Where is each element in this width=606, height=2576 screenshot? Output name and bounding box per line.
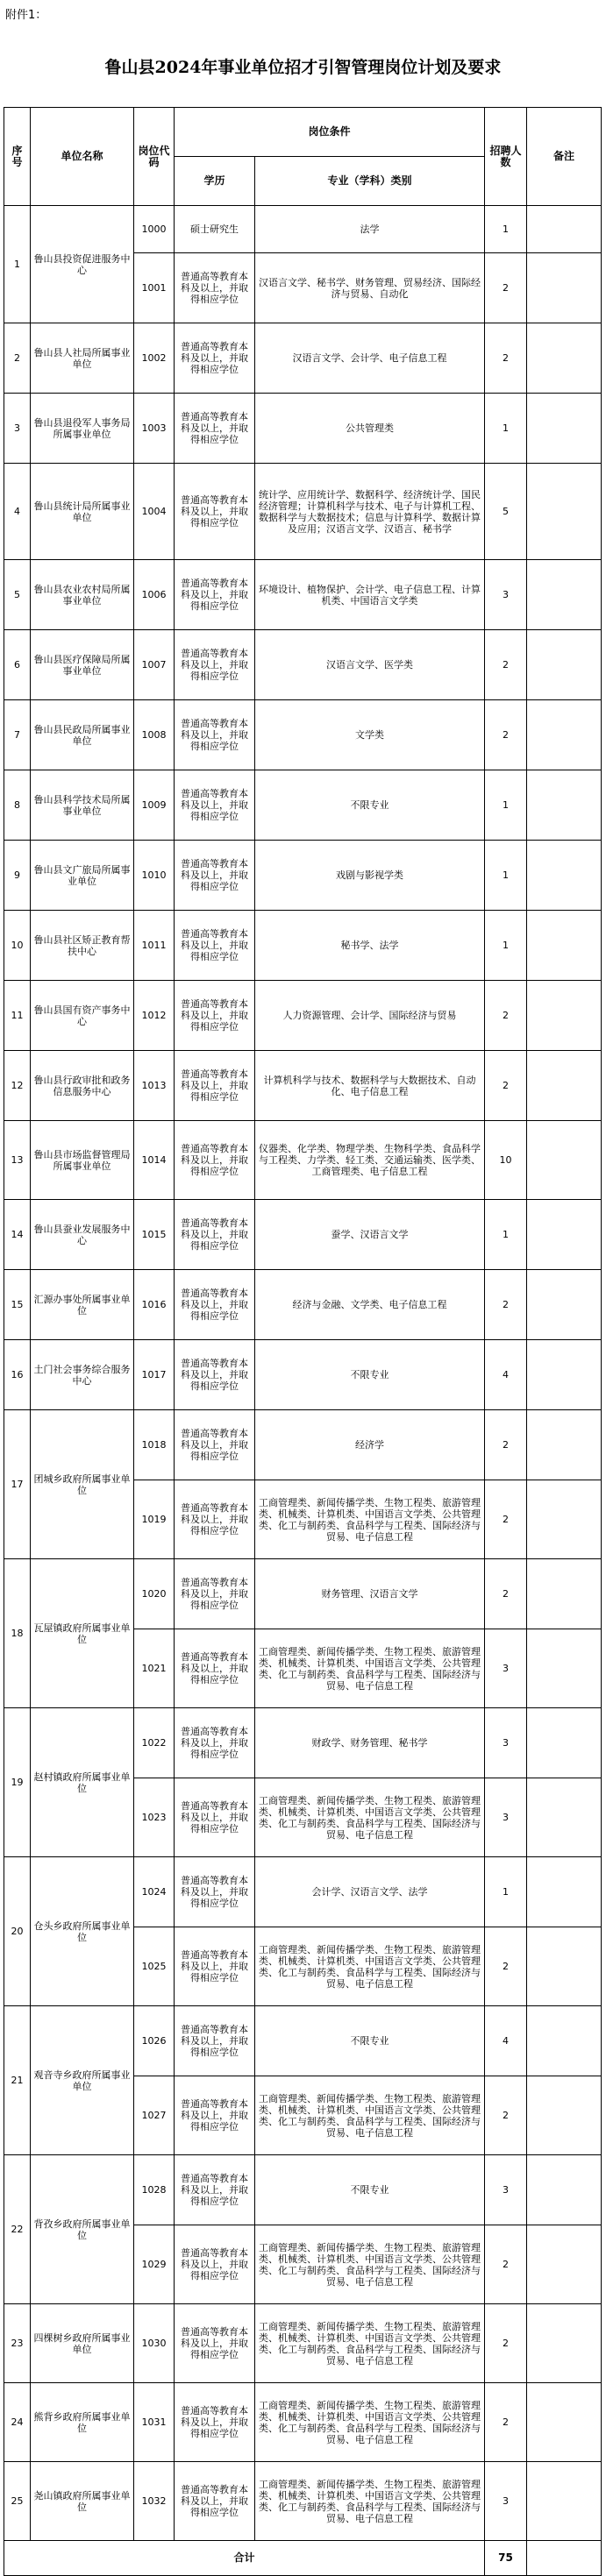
hire-count-cell: 2 <box>485 2076 527 2155</box>
table-row <box>4 323 602 394</box>
position-code-cell: 1029 <box>134 2225 175 2304</box>
remark-cell <box>527 630 602 700</box>
major-cell: 工商管理类、新闻传播学类、生物工程类、旅游管理类、机械类、计算机类、中国语言文学类、公共管理类、化工与制药类、食品科学与工程类、国际经济与贸易、电子信息工程 <box>255 1629 485 1708</box>
education-cell: 普通高等教育本科及以上，并取得相应学位 <box>175 770 255 841</box>
position-code-cell: 1023 <box>134 1778 175 1857</box>
unit-name-cell: 熊背乡政府所属事业单位 <box>31 2383 134 2462</box>
seq-cell: 25 <box>4 2462 31 2541</box>
major-cell: 工商管理类、新闻传播学类、生物工程类、旅游管理类、机械类、计算机类、中国语言文学类、公共管理类、化工与制药类、食品科学与工程类、国际经济与贸易、电子信息工程 <box>255 2225 485 2304</box>
seq-cell: 11 <box>4 981 31 1051</box>
hire-count-cell: 2 <box>485 630 527 700</box>
position-code-cell: 1027 <box>134 2076 175 2155</box>
unit-name-cell: 团城乡政府所属事业单位 <box>31 1410 134 1559</box>
hire-count-cell: 2 <box>485 1927 527 2006</box>
hire-count-cell: 5 <box>485 464 527 560</box>
remark-cell <box>527 841 602 911</box>
remark-cell <box>527 2225 602 2304</box>
table-row <box>4 1200 602 1270</box>
remark-cell <box>527 323 602 394</box>
remark-cell <box>527 700 602 770</box>
page-title: 鲁山县2024年事业单位招才引智管理岗位计划及要求 <box>104 58 502 77</box>
total-count: 75 <box>485 2541 527 2576</box>
major-cell: 汉语言文学、医学类 <box>255 630 485 700</box>
remark-cell <box>527 1270 602 1340</box>
hire-count-cell: 2 <box>485 1270 527 1340</box>
unit-name-cell: 赵村镇政府所属事业单位 <box>31 1708 134 1857</box>
major-cell: 统计学、应用统计学、数据科学、经济统计学、国民经济管理；计算机科学与技术、电子与计算机工程、数据科学与大数据技术；信息与计算科学、数据计算及应用；汉语言文学、汉语言、秘书学 <box>255 464 485 560</box>
unit-name-cell: 瓦屋镇政府所属事业单位 <box>31 1559 134 1708</box>
unit-name-cell: 尧山镇政府所属事业单位 <box>31 2462 134 2541</box>
remark-cell <box>527 2304 602 2383</box>
position-code-cell: 1011 <box>134 911 175 981</box>
seq-cell: 5 <box>4 560 31 630</box>
hire-count-cell: 3 <box>485 2462 527 2541</box>
hire-count-cell: 1 <box>485 841 527 911</box>
hire-count-cell: 2 <box>485 2383 527 2462</box>
header-seq: 序号 <box>4 108 31 206</box>
position-code-cell: 1003 <box>134 394 175 464</box>
header-code: 岗位代码 <box>134 108 175 206</box>
position-code-cell: 1001 <box>134 253 175 323</box>
position-code-cell: 1030 <box>134 2304 175 2383</box>
table-row <box>4 981 602 1051</box>
remark-cell <box>527 1200 602 1270</box>
total-label: 合计 <box>4 2541 485 2576</box>
remark-cell <box>527 770 602 841</box>
hire-count-cell: 3 <box>485 1629 527 1708</box>
table-row <box>4 1857 602 1927</box>
remark-cell <box>527 253 602 323</box>
seq-cell: 15 <box>4 1270 31 1340</box>
remark-cell <box>527 2155 602 2225</box>
remark-cell <box>527 2006 602 2076</box>
education-cell: 普通高等教育本科及以上，并取得相应学位 <box>175 700 255 770</box>
hire-count-cell: 2 <box>485 2304 527 2383</box>
education-cell: 普通高等教育本科及以上，并取得相应学位 <box>175 1051 255 1121</box>
remark-cell <box>527 1629 602 1708</box>
hire-count-cell: 3 <box>485 1778 527 1857</box>
position-code-cell: 1026 <box>134 2006 175 2076</box>
table-row <box>4 1270 602 1340</box>
unit-name-cell: 观音寺乡政府所属事业单位 <box>31 2006 134 2155</box>
education-cell: 普通高等教育本科及以上，并取得相应学位 <box>175 1927 255 2006</box>
table-row <box>4 1340 602 1410</box>
education-cell: 硕士研究生 <box>175 206 255 253</box>
remark-cell <box>527 1708 602 1778</box>
major-cell: 不限专业 <box>255 2155 485 2225</box>
major-cell: 戏剧与影视学类 <box>255 841 485 911</box>
table-row <box>4 1121 602 1200</box>
major-cell: 文学类 <box>255 700 485 770</box>
position-code-cell: 1009 <box>134 770 175 841</box>
table-row <box>4 2304 602 2383</box>
major-cell: 经济学 <box>255 1410 485 1480</box>
position-code-cell: 1017 <box>134 1340 175 1410</box>
seq-cell: 4 <box>4 464 31 560</box>
unit-name-cell: 鲁山县蚕业发展服务中心 <box>31 1200 134 1270</box>
hire-count-cell: 1 <box>485 1200 527 1270</box>
hire-count-cell: 2 <box>485 700 527 770</box>
table-row <box>4 1559 602 1629</box>
seq-cell: 14 <box>4 1200 31 1270</box>
major-cell: 不限专业 <box>255 1340 485 1410</box>
remark-cell <box>527 1927 602 2006</box>
remark-cell <box>527 1480 602 1559</box>
seq-cell: 16 <box>4 1340 31 1410</box>
education-cell: 普通高等教育本科及以上，并取得相应学位 <box>175 1778 255 1857</box>
table-row <box>4 2006 602 2076</box>
table-row <box>4 630 602 700</box>
major-cell: 工商管理类、新闻传播学类、生物工程类、旅游管理类、机械类、计算机类、中国语言文学类、公共管理类、化工与制药类、食品科学与工程类、国际经济与贸易、电子信息工程 <box>255 2462 485 2541</box>
major-cell: 工商管理类、新闻传播学类、生物工程类、旅游管理类、机械类、计算机类、中国语言文学类、公共管理类、化工与制药类、食品科学与工程类、国际经济与贸易、电子信息工程 <box>255 1778 485 1857</box>
education-cell: 普通高等教育本科及以上，并取得相应学位 <box>175 1340 255 1410</box>
position-code-cell: 1018 <box>134 1410 175 1480</box>
position-code-cell: 1028 <box>134 2155 175 2225</box>
unit-name-cell: 鲁山县医疗保障局所属事业单位 <box>31 630 134 700</box>
education-cell: 普通高等教育本科及以上，并取得相应学位 <box>175 323 255 394</box>
major-cell: 财政学、财务管理、秘书学 <box>255 1708 485 1778</box>
seq-cell: 9 <box>4 841 31 911</box>
unit-name-cell: 鲁山县国有资产事务中心 <box>31 981 134 1051</box>
position-code-cell: 1031 <box>134 2383 175 2462</box>
position-code-cell: 1002 <box>134 323 175 394</box>
education-cell: 普通高等教育本科及以上，并取得相应学位 <box>175 1410 255 1480</box>
hire-count-cell: 3 <box>485 1708 527 1778</box>
unit-name-cell: 鲁山县农业农村局所属事业单位 <box>31 560 134 630</box>
hire-count-cell: 2 <box>485 1410 527 1480</box>
hire-count-cell: 10 <box>485 1121 527 1200</box>
major-cell: 汉语言文学、会计学、电子信息工程 <box>255 323 485 394</box>
remark-cell <box>527 1559 602 1629</box>
education-cell: 普通高等教育本科及以上，并取得相应学位 <box>175 981 255 1051</box>
position-code-cell: 1014 <box>134 1121 175 1200</box>
unit-name-cell: 鲁山县行政审批和政务信息服务中心 <box>31 1051 134 1121</box>
seq-cell: 22 <box>4 2155 31 2304</box>
position-code-cell: 1021 <box>134 1629 175 1708</box>
table-row <box>4 2155 602 2225</box>
hire-count-cell: 4 <box>485 1340 527 1410</box>
position-code-cell: 1025 <box>134 1927 175 2006</box>
major-cell: 工商管理类、新闻传播学类、生物工程类、旅游管理类、机械类、计算机类、中国语言文学类、公共管理类、化工与制药类、食品科学与工程类、国际经济与贸易、电子信息工程 <box>255 2076 485 2155</box>
header-major: 专业（学科）类别 <box>255 157 485 206</box>
hire-count-cell: 1 <box>485 1857 527 1927</box>
major-cell: 秘书学、法学 <box>255 911 485 981</box>
seq-cell: 21 <box>4 2006 31 2155</box>
education-cell: 普通高等教育本科及以上，并取得相应学位 <box>175 1559 255 1629</box>
header-education: 学历 <box>175 157 255 206</box>
education-cell: 普通高等教育本科及以上，并取得相应学位 <box>175 2076 255 2155</box>
major-cell: 计算机科学与技术、数据科学与大数据技术、自动化、电子信息工程 <box>255 1051 485 1121</box>
header-unit: 单位名称 <box>31 108 134 206</box>
remark-cell <box>527 981 602 1051</box>
table-row <box>4 700 602 770</box>
position-code-cell: 1015 <box>134 1200 175 1270</box>
position-code-cell: 1032 <box>134 2462 175 2541</box>
seq-cell: 18 <box>4 1559 31 1708</box>
position-code-cell: 1024 <box>134 1857 175 1927</box>
position-code-cell: 1004 <box>134 464 175 560</box>
unit-name-cell: 鲁山县统计局所属事业单位 <box>31 464 134 560</box>
table-row <box>4 206 602 253</box>
education-cell: 普通高等教育本科及以上，并取得相应学位 <box>175 630 255 700</box>
total-row <box>4 2541 602 2576</box>
unit-name-cell: 鲁山县民政局所属事业单位 <box>31 700 134 770</box>
position-code-cell: 1013 <box>134 1051 175 1121</box>
unit-name-cell: 鲁山县科学技术局所属事业单位 <box>31 770 134 841</box>
table-row <box>4 560 602 630</box>
education-cell: 普通高等教育本科及以上，并取得相应学位 <box>175 1708 255 1778</box>
hire-count-cell: 2 <box>485 1051 527 1121</box>
table-row <box>4 2462 602 2541</box>
seq-cell: 19 <box>4 1708 31 1857</box>
hire-count-cell: 1 <box>485 206 527 253</box>
education-cell: 普通高等教育本科及以上，并取得相应学位 <box>175 2006 255 2076</box>
table-row <box>4 1410 602 1480</box>
table-row <box>4 1708 602 1778</box>
unit-name-cell: 鲁山县退役军人事务局所属事业单位 <box>31 394 134 464</box>
table-row <box>4 841 602 911</box>
header-count: 招聘人数 <box>485 108 527 206</box>
seq-cell: 8 <box>4 770 31 841</box>
major-cell: 汉语言文学、秘书学、财务管理、贸易经济、国际经济与贸易、自动化 <box>255 253 485 323</box>
hire-count-cell: 1 <box>485 911 527 981</box>
table-row <box>4 394 602 464</box>
education-cell: 普通高等教育本科及以上，并取得相应学位 <box>175 1857 255 1927</box>
position-code-cell: 1019 <box>134 1480 175 1559</box>
education-cell: 普通高等教育本科及以上，并取得相应学位 <box>175 1629 255 1708</box>
major-cell: 工商管理类、新闻传播学类、生物工程类、旅游管理类、机械类、计算机类、中国语言文学类、公共管理类、化工与制药类、食品科学与工程类、国际经济与贸易、电子信息工程 <box>255 1927 485 2006</box>
remark-cell <box>527 1340 602 1410</box>
seq-cell: 13 <box>4 1121 31 1200</box>
unit-name-cell: 鲁山县文广旅局所属事业单位 <box>31 841 134 911</box>
hire-count-cell: 2 <box>485 2225 527 2304</box>
total-remark <box>527 2541 602 2576</box>
remark-cell <box>527 2462 602 2541</box>
remark-cell <box>527 2383 602 2462</box>
education-cell: 普通高等教育本科及以上，并取得相应学位 <box>175 911 255 981</box>
hire-count-cell: 1 <box>485 394 527 464</box>
seq-cell: 12 <box>4 1051 31 1121</box>
seq-cell: 10 <box>4 911 31 981</box>
unit-name-cell: 汇源办事处所属事业单位 <box>31 1270 134 1340</box>
seq-cell: 3 <box>4 394 31 464</box>
remark-cell <box>527 1778 602 1857</box>
education-cell: 普通高等教育本科及以上，并取得相应学位 <box>175 1270 255 1340</box>
remark-cell <box>527 1051 602 1121</box>
header-conditions: 岗位条件 <box>175 108 485 157</box>
position-code-cell: 1007 <box>134 630 175 700</box>
major-cell: 法学 <box>255 206 485 253</box>
major-cell: 不限专业 <box>255 770 485 841</box>
hire-count-cell: 2 <box>485 1559 527 1629</box>
position-code-cell: 1022 <box>134 1708 175 1778</box>
hire-count-cell: 2 <box>485 981 527 1051</box>
education-cell: 普通高等教育本科及以上，并取得相应学位 <box>175 2225 255 2304</box>
remark-cell <box>527 206 602 253</box>
unit-name-cell: 背孜乡政府所属事业单位 <box>31 2155 134 2304</box>
remark-cell <box>527 911 602 981</box>
seq-cell: 7 <box>4 700 31 770</box>
education-cell: 普通高等教育本科及以上，并取得相应学位 <box>175 560 255 630</box>
hire-count-cell: 3 <box>485 560 527 630</box>
major-cell: 人力资源管理、会计学、国际经济与贸易 <box>255 981 485 1051</box>
major-cell: 仪器类、化学类、物理学类、生物科学类、食品科学与工程类、力学类、轻工类、交通运输类、医学类、工商管理类、电子信息工程 <box>255 1121 485 1200</box>
position-code-cell: 1012 <box>134 981 175 1051</box>
major-cell: 公共管理类 <box>255 394 485 464</box>
hire-count-cell: 2 <box>485 323 527 394</box>
unit-name-cell: 仓头乡政府所属事业单位 <box>31 1857 134 2006</box>
hire-count-cell: 2 <box>485 253 527 323</box>
major-cell: 工商管理类、新闻传播学类、生物工程类、旅游管理类、机械类、计算机类、中国语言文学类、公共管理类、化工与制药类、食品科学与工程类、国际经济与贸易、电子信息工程 <box>255 1480 485 1559</box>
seq-cell: 23 <box>4 2304 31 2383</box>
education-cell: 普通高等教育本科及以上，并取得相应学位 <box>175 464 255 560</box>
education-cell: 普通高等教育本科及以上，并取得相应学位 <box>175 1480 255 1559</box>
recruitment-table <box>4 107 602 2576</box>
remark-cell <box>527 464 602 560</box>
major-cell: 财务管理、汉语言文学 <box>255 1559 485 1629</box>
unit-name-cell: 鲁山县人社局所属事业单位 <box>31 323 134 394</box>
unit-name-cell: 土门社会事务综合服务中心 <box>31 1340 134 1410</box>
header-remark: 备注 <box>527 108 602 206</box>
major-cell: 会计学、汉语言文学、法学 <box>255 1857 485 1927</box>
table-row <box>4 1051 602 1121</box>
education-cell: 普通高等教育本科及以上，并取得相应学位 <box>175 2304 255 2383</box>
unit-name-cell: 鲁山县社区矫正教育帮扶中心 <box>31 911 134 981</box>
education-cell: 普通高等教育本科及以上，并取得相应学位 <box>175 394 255 464</box>
table-row <box>4 2383 602 2462</box>
major-cell: 经济与金融、文学类、电子信息工程 <box>255 1270 485 1340</box>
position-code-cell: 1016 <box>134 1270 175 1340</box>
education-cell: 普通高等教育本科及以上，并取得相应学位 <box>175 2383 255 2462</box>
major-cell: 不限专业 <box>255 2006 485 2076</box>
table-row <box>4 770 602 841</box>
major-cell: 蚕学、汉语言文学 <box>255 1200 485 1270</box>
seq-cell: 2 <box>4 323 31 394</box>
seq-cell: 24 <box>4 2383 31 2462</box>
education-cell: 普通高等教育本科及以上，并取得相应学位 <box>175 253 255 323</box>
unit-name-cell: 鲁山县市场监督管理局所属事业单位 <box>31 1121 134 1200</box>
remark-cell <box>527 394 602 464</box>
hire-count-cell: 3 <box>485 2155 527 2225</box>
remark-cell <box>527 1857 602 1927</box>
seq-cell: 1 <box>4 206 31 323</box>
attachment-label: 附件1： <box>5 9 47 22</box>
education-cell: 普通高等教育本科及以上，并取得相应学位 <box>175 1200 255 1270</box>
education-cell: 普通高等教育本科及以上，并取得相应学位 <box>175 841 255 911</box>
table-row <box>4 464 602 560</box>
hire-count-cell: 4 <box>485 2006 527 2076</box>
seq-cell: 17 <box>4 1410 31 1559</box>
unit-name-cell: 鲁山县投资促进服务中心 <box>31 206 134 323</box>
remark-cell <box>527 1410 602 1480</box>
seq-cell: 6 <box>4 630 31 700</box>
major-cell: 环境设计、植物保护、会计学、电子信息工程、计算机类、中国语言文学类 <box>255 560 485 630</box>
major-cell: 工商管理类、新闻传播学类、生物工程类、旅游管理类、机械类、计算机类、中国语言文学类、公共管理类、化工与制药类、食品科学与工程类、国际经济与贸易、电子信息工程 <box>255 2383 485 2462</box>
education-cell: 普通高等教育本科及以上，并取得相应学位 <box>175 1121 255 1200</box>
seq-cell: 20 <box>4 1857 31 2006</box>
position-code-cell: 1000 <box>134 206 175 253</box>
position-code-cell: 1008 <box>134 700 175 770</box>
remark-cell <box>527 1121 602 1200</box>
unit-name-cell: 四棵树乡政府所属事业单位 <box>31 2304 134 2383</box>
hire-count-cell: 1 <box>485 770 527 841</box>
education-cell: 普通高等教育本科及以上，并取得相应学位 <box>175 2462 255 2541</box>
table-row <box>4 911 602 981</box>
major-cell: 工商管理类、新闻传播学类、生物工程类、旅游管理类、机械类、计算机类、中国语言文学类、公共管理类、化工与制药类、食品科学与工程类、国际经济与贸易、电子信息工程 <box>255 2304 485 2383</box>
hire-count-cell: 2 <box>485 1480 527 1559</box>
remark-cell <box>527 560 602 630</box>
position-code-cell: 1010 <box>134 841 175 911</box>
position-code-cell: 1006 <box>134 560 175 630</box>
remark-cell <box>527 2076 602 2155</box>
education-cell: 普通高等教育本科及以上，并取得相应学位 <box>175 2155 255 2225</box>
position-code-cell: 1020 <box>134 1559 175 1629</box>
